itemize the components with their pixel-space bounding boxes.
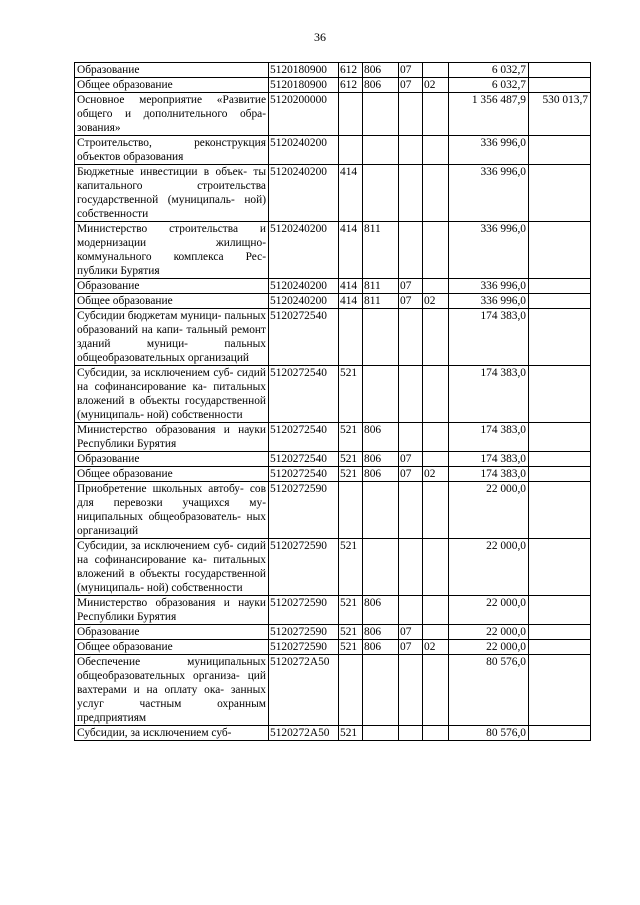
row-name-cell: Обеспечение муниципальных общеобразовательных организа- ций вахтерами и на оплату ока- занных услуг частным охранным предприятиям [75, 655, 269, 726]
section-code-cell [399, 655, 423, 726]
ministry-code-cell [363, 726, 399, 741]
subsection-code-cell [423, 309, 449, 366]
budget-table [74, 62, 591, 741]
target-code-cell: 5120240200 [269, 165, 339, 222]
table-row [75, 467, 591, 482]
row-name-cell: Основное мероприятие «Развитие общего и дополнительного обра- зования» [75, 93, 269, 136]
subsection-code-cell [423, 366, 449, 423]
ministry-code-cell: 806 [363, 467, 399, 482]
target-code-cell: 5120272А50 [269, 726, 339, 741]
section-code-cell [399, 93, 423, 136]
table-row [75, 625, 591, 640]
table-row [75, 165, 591, 222]
amount-cell: 174 383,0 [449, 423, 529, 452]
ministry-code-cell: 811 [363, 279, 399, 294]
subsection-code-cell [423, 136, 449, 165]
ministry-code-cell: 811 [363, 222, 399, 279]
row-name-cell: Общее образование [75, 467, 269, 482]
section-code-cell [399, 539, 423, 596]
expense-type-cell: 521 [339, 539, 363, 596]
table-row [75, 294, 591, 309]
target-code-cell: 5120272590 [269, 596, 339, 625]
amount-cell: 174 383,0 [449, 366, 529, 423]
target-code-cell: 5120272590 [269, 539, 339, 596]
expense-type-cell: 414 [339, 279, 363, 294]
table-row [75, 309, 591, 366]
section-code-cell [399, 309, 423, 366]
section-code-cell [399, 596, 423, 625]
subsection-code-cell: 02 [423, 640, 449, 655]
ministry-code-cell [363, 366, 399, 423]
amount-cell: 6 032,7 [449, 63, 529, 78]
amount-cell: 336 996,0 [449, 294, 529, 309]
row-name-cell: Строительство, реконструкция объектов образования [75, 136, 269, 165]
expense-type-cell [339, 93, 363, 136]
section-code-cell: 07 [399, 78, 423, 93]
amount-cell: 6 032,7 [449, 78, 529, 93]
subsection-code-cell [423, 596, 449, 625]
ministry-code-cell: 806 [363, 452, 399, 467]
subsection-code-cell [423, 279, 449, 294]
expense-type-cell: 521 [339, 452, 363, 467]
amount-secondary-cell [529, 63, 591, 78]
amount-cell: 174 383,0 [449, 309, 529, 366]
row-name-cell: Министерство образования и науки Республики Бурятия [75, 596, 269, 625]
target-code-cell: 5120272590 [269, 640, 339, 655]
ministry-code-cell: 806 [363, 640, 399, 655]
ministry-code-cell: 806 [363, 596, 399, 625]
ministry-code-cell [363, 655, 399, 726]
subsection-code-cell [423, 452, 449, 467]
amount-secondary-cell [529, 467, 591, 482]
target-code-cell: 5120272540 [269, 309, 339, 366]
amount-cell: 22 000,0 [449, 640, 529, 655]
amount-cell: 22 000,0 [449, 482, 529, 539]
expense-type-cell: 612 [339, 63, 363, 78]
target-code-cell: 5120272590 [269, 482, 339, 539]
table-row [75, 78, 591, 93]
ministry-code-cell: 806 [363, 63, 399, 78]
section-code-cell: 07 [399, 294, 423, 309]
table-row [75, 366, 591, 423]
amount-secondary-cell [529, 640, 591, 655]
subsection-code-cell [423, 482, 449, 539]
table-row [75, 279, 591, 294]
ministry-code-cell: 806 [363, 78, 399, 93]
amount-cell: 22 000,0 [449, 596, 529, 625]
row-name-cell: Общее образование [75, 640, 269, 655]
subsection-code-cell [423, 93, 449, 136]
target-code-cell: 5120240200 [269, 222, 339, 279]
section-code-cell [399, 423, 423, 452]
amount-secondary-cell [529, 539, 591, 596]
target-code-cell: 5120272540 [269, 423, 339, 452]
table-row [75, 596, 591, 625]
ministry-code-cell: 806 [363, 423, 399, 452]
subsection-code-cell: 02 [423, 467, 449, 482]
subsection-code-cell: 02 [423, 78, 449, 93]
ministry-code-cell [363, 136, 399, 165]
subsection-code-cell [423, 63, 449, 78]
amount-secondary-cell [529, 596, 591, 625]
amount-cell: 336 996,0 [449, 136, 529, 165]
section-code-cell: 07 [399, 625, 423, 640]
subsection-code-cell [423, 726, 449, 741]
section-code-cell [399, 165, 423, 222]
amount-cell: 174 383,0 [449, 452, 529, 467]
section-code-cell: 07 [399, 640, 423, 655]
amount-secondary-cell [529, 222, 591, 279]
table-row [75, 63, 591, 78]
row-name-cell: Общее образование [75, 294, 269, 309]
expense-type-cell: 414 [339, 165, 363, 222]
row-name-cell: Образование [75, 625, 269, 640]
row-name-cell: Приобретение школьных автобу- сов для перевозки учащихся му- ниципальных общеобразователь- ных организаций [75, 482, 269, 539]
section-code-cell [399, 726, 423, 741]
amount-secondary-cell [529, 423, 591, 452]
expense-type-cell: 521 [339, 366, 363, 423]
amount-secondary-cell [529, 366, 591, 423]
amount-secondary-cell [529, 165, 591, 222]
amount-cell: 336 996,0 [449, 165, 529, 222]
row-name-cell: Общее образование [75, 78, 269, 93]
row-name-cell: Образование [75, 63, 269, 78]
subsection-code-cell: 02 [423, 294, 449, 309]
target-code-cell: 5120272А50 [269, 655, 339, 726]
amount-cell: 22 000,0 [449, 625, 529, 640]
row-name-cell: Образование [75, 452, 269, 467]
row-name-cell: Субсидии, за исключением суб- сидий на софинансирование ка- питальных вложений в объекты государственной (муниципаль- ной) собственности [75, 539, 269, 596]
expense-type-cell: 521 [339, 640, 363, 655]
amount-secondary-cell [529, 279, 591, 294]
section-code-cell [399, 482, 423, 539]
amount-secondary-cell [529, 78, 591, 93]
row-name-cell: Субсидии бюджетам муници- пальных образований на капи- тальный ремонт зданий муници- пальных общеобразовательных организаций [75, 309, 269, 366]
table-row [75, 482, 591, 539]
target-code-cell: 5120240200 [269, 294, 339, 309]
amount-secondary-cell [529, 452, 591, 467]
table-row [75, 726, 591, 741]
amount-cell: 1 356 487,9 [449, 93, 529, 136]
table-row [75, 640, 591, 655]
subsection-code-cell [423, 423, 449, 452]
expense-type-cell: 521 [339, 726, 363, 741]
expense-type-cell: 414 [339, 222, 363, 279]
expense-type-cell [339, 655, 363, 726]
section-code-cell: 07 [399, 279, 423, 294]
amount-cell: 336 996,0 [449, 222, 529, 279]
amount-cell: 80 576,0 [449, 726, 529, 741]
table-row [75, 93, 591, 136]
section-code-cell [399, 366, 423, 423]
expense-type-cell [339, 309, 363, 366]
row-name-cell: Министерство строительства и модернизации жилищно- коммунального комплекса Рес- публики Бурятия [75, 222, 269, 279]
target-code-cell: 5120272540 [269, 366, 339, 423]
table-row [75, 423, 591, 452]
amount-cell: 80 576,0 [449, 655, 529, 726]
section-code-cell: 07 [399, 452, 423, 467]
row-name-cell: Бюджетные инвестиции в объек- ты капитального строительства государственной (муниципаль- ной) собственности [75, 165, 269, 222]
section-code-cell: 07 [399, 467, 423, 482]
amount-cell: 174 383,0 [449, 467, 529, 482]
ministry-code-cell [363, 93, 399, 136]
table-row [75, 655, 591, 726]
amount-cell: 22 000,0 [449, 539, 529, 596]
amount-secondary-cell [529, 136, 591, 165]
table-row [75, 222, 591, 279]
expense-type-cell: 521 [339, 423, 363, 452]
expense-type-cell: 521 [339, 625, 363, 640]
table-row [75, 452, 591, 467]
expense-type-cell: 612 [339, 78, 363, 93]
amount-secondary-cell [529, 726, 591, 741]
target-code-cell: 5120272540 [269, 467, 339, 482]
target-code-cell: 5120272590 [269, 625, 339, 640]
ministry-code-cell: 806 [363, 625, 399, 640]
section-code-cell: 07 [399, 63, 423, 78]
amount-secondary-cell: 530 013,7 [529, 93, 591, 136]
amount-secondary-cell [529, 309, 591, 366]
subsection-code-cell [423, 655, 449, 726]
ministry-code-cell [363, 539, 399, 596]
table-row [75, 539, 591, 596]
row-name-cell: Министерство образования и науки Республики Бурятия [75, 423, 269, 452]
target-code-cell: 5120240200 [269, 136, 339, 165]
section-code-cell [399, 222, 423, 279]
subsection-code-cell [423, 625, 449, 640]
expense-type-cell [339, 482, 363, 539]
ministry-code-cell [363, 165, 399, 222]
subsection-code-cell [423, 539, 449, 596]
table-body [75, 63, 591, 741]
target-code-cell: 5120272540 [269, 452, 339, 467]
target-code-cell: 5120240200 [269, 279, 339, 294]
amount-secondary-cell [529, 482, 591, 539]
table-row [75, 136, 591, 165]
expense-type-cell: 521 [339, 596, 363, 625]
subsection-code-cell [423, 222, 449, 279]
expense-type-cell: 414 [339, 294, 363, 309]
expense-type-cell: 521 [339, 467, 363, 482]
expense-type-cell [339, 136, 363, 165]
target-code-cell: 5120180900 [269, 78, 339, 93]
amount-secondary-cell [529, 294, 591, 309]
amount-cell: 336 996,0 [449, 279, 529, 294]
ministry-code-cell: 811 [363, 294, 399, 309]
row-name-cell: Субсидии, за исключением суб- сидий на софинансирование ка- питальных вложений в объекты государственной (муниципаль- ной) собственности [75, 366, 269, 423]
row-name-cell: Образование [75, 279, 269, 294]
ministry-code-cell [363, 482, 399, 539]
subsection-code-cell [423, 165, 449, 222]
amount-secondary-cell [529, 625, 591, 640]
section-code-cell [399, 136, 423, 165]
page-number: 36 [314, 30, 326, 44]
amount-secondary-cell [529, 655, 591, 726]
ministry-code-cell [363, 309, 399, 366]
row-name-cell: Субсидии, за исключением суб- [75, 726, 269, 741]
target-code-cell: 5120200000 [269, 93, 339, 136]
target-code-cell: 5120180900 [269, 63, 339, 78]
